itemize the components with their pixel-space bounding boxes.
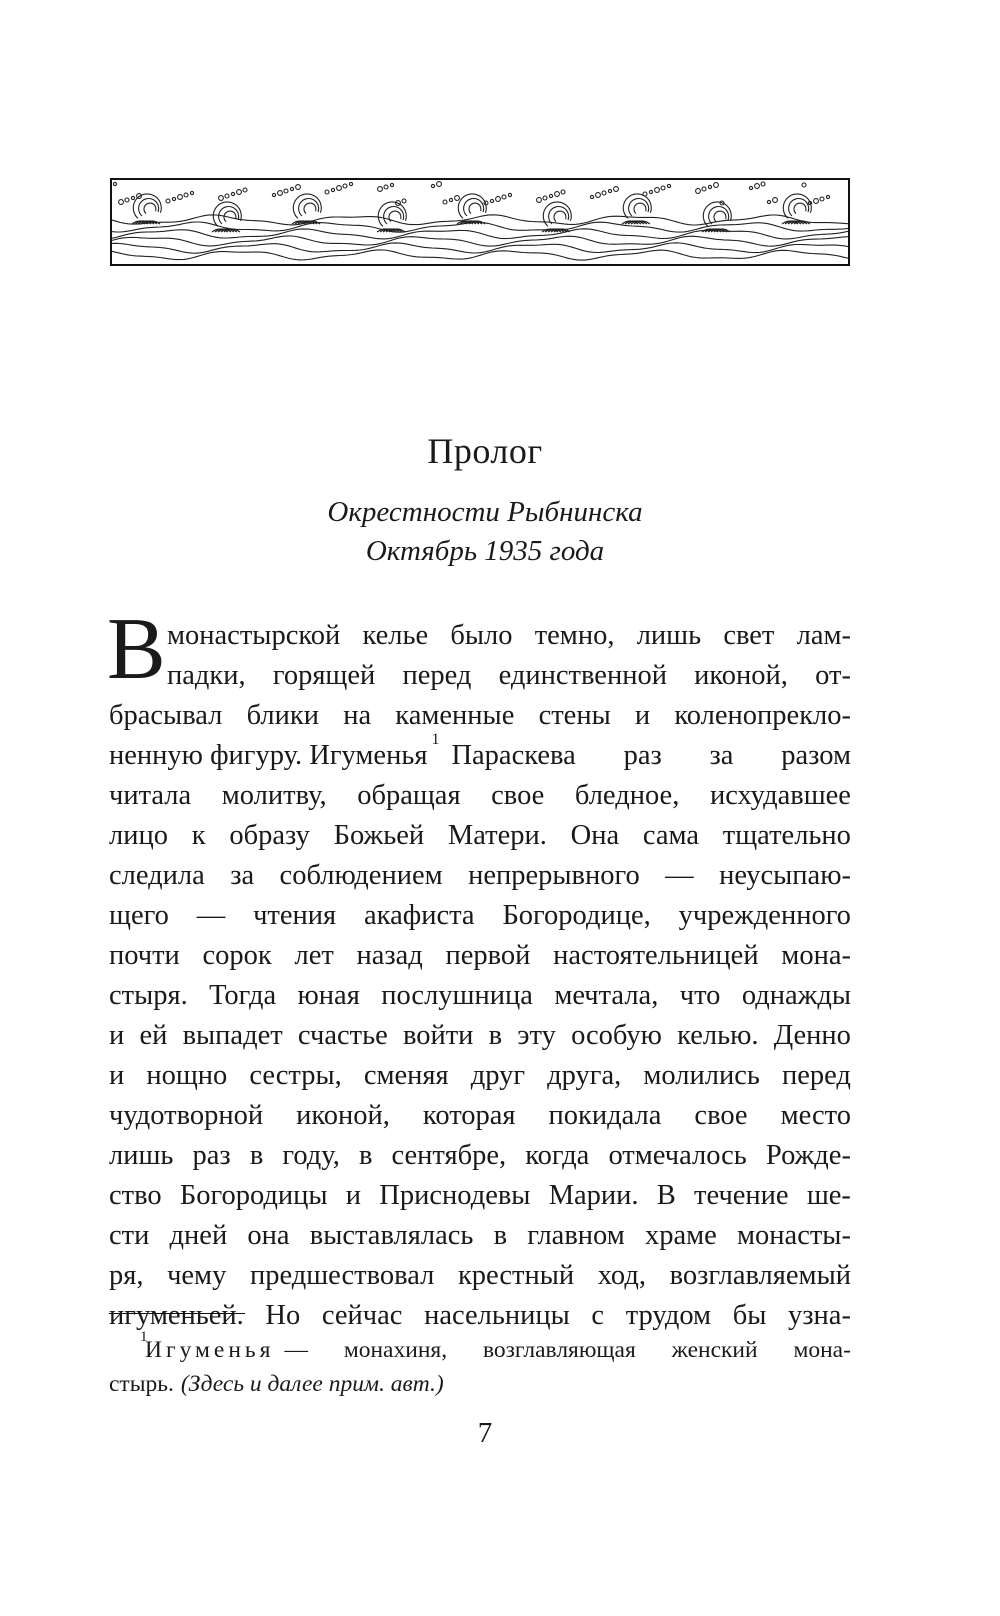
word: которая — [422, 1100, 516, 1131]
word: почти — [109, 940, 180, 971]
spray-dot — [231, 192, 234, 195]
spray-dot — [496, 197, 501, 202]
spray-dot — [455, 196, 460, 201]
text-line — [109, 856, 851, 896]
spray-dot — [437, 182, 442, 187]
word: перед — [402, 660, 472, 691]
word: раз — [623, 740, 662, 771]
footnote-line — [109, 1333, 851, 1367]
wave-crest — [304, 203, 316, 213]
word: к — [191, 820, 206, 851]
spray-dot — [508, 193, 511, 196]
spray-dot — [119, 200, 124, 205]
word: войти — [402, 1020, 474, 1051]
spray-dot — [402, 199, 406, 203]
footnote-divider — [109, 1313, 245, 1314]
chapter-title: Пролог — [427, 431, 543, 471]
spray-dot — [596, 193, 601, 198]
word: тщательно — [722, 820, 851, 851]
text-line — [109, 776, 851, 816]
text-line — [109, 616, 851, 656]
word: коленопрекло- — [674, 700, 851, 731]
word: ей — [139, 1020, 168, 1051]
text-line — [109, 1296, 851, 1336]
spray-dot — [608, 189, 611, 192]
spray-dot — [614, 187, 619, 192]
spray-dot — [820, 197, 824, 201]
word: падки, — [167, 660, 246, 691]
word: бы — [732, 1300, 767, 1331]
word: в — [488, 1020, 503, 1051]
spray-dot — [349, 182, 352, 185]
footnote-term: Игуменья — [145, 1337, 275, 1363]
word: сестры, — [249, 1060, 342, 1091]
word: ря, — [109, 1260, 144, 1291]
word: монастырской — [167, 620, 341, 651]
spray-dot — [325, 190, 329, 194]
text-line — [109, 656, 851, 696]
text-line — [109, 1256, 851, 1296]
word: крестный — [457, 1260, 575, 1291]
word: Матери. — [447, 820, 547, 851]
word: горящей — [272, 660, 376, 691]
word: свое — [491, 780, 545, 811]
spray-dot — [561, 190, 565, 194]
word: стены — [538, 700, 611, 731]
word: Богородице, — [502, 900, 651, 931]
word: в — [493, 1220, 508, 1251]
word: храме — [644, 1220, 717, 1251]
word: женский — [671, 1337, 758, 1363]
word: послушница — [381, 980, 533, 1011]
word: юная — [297, 980, 360, 1011]
wave-crest — [794, 203, 806, 213]
word: Денно — [773, 1020, 851, 1051]
word: возглавляющая — [482, 1337, 636, 1363]
spray-dot — [602, 191, 606, 195]
spray-dot — [449, 198, 452, 201]
wave-crest — [469, 203, 481, 213]
wave-crest — [458, 194, 486, 218]
word: свое — [694, 1100, 748, 1131]
word: счастье — [297, 1020, 388, 1051]
spray-dot — [767, 200, 770, 203]
word: сентябре, — [391, 1140, 507, 1171]
word: с — [591, 1300, 605, 1331]
spray-dot — [343, 184, 347, 188]
word: и — [109, 1060, 125, 1091]
text-line — [109, 936, 851, 976]
text-line — [109, 696, 851, 736]
drop-cap: В — [107, 601, 166, 698]
text-line — [109, 816, 851, 856]
word: место — [780, 1100, 851, 1131]
word: лам- — [796, 620, 851, 651]
word: чтения — [253, 900, 337, 931]
word: однажды — [741, 980, 851, 1011]
spray-dot — [443, 200, 447, 204]
spray-dot — [178, 195, 183, 200]
spray-dot — [555, 192, 560, 197]
word: выпадет — [182, 1020, 283, 1051]
spray-dot — [661, 186, 665, 190]
word: ство — [109, 1180, 162, 1211]
spray-dot — [131, 196, 134, 199]
header-ornament-banner — [110, 178, 850, 266]
word: Тогда — [209, 980, 277, 1011]
spray-dot — [549, 194, 552, 197]
text-line — [109, 1056, 851, 1096]
spray-dot — [543, 196, 547, 200]
spray-dot — [284, 189, 288, 193]
body-text — [109, 616, 851, 1336]
word: Рожде- — [765, 1140, 851, 1171]
word: раз — [192, 1140, 231, 1171]
spray-dot — [590, 195, 593, 198]
word: молились — [643, 1060, 760, 1091]
wave-line — [112, 250, 848, 260]
spray-dot — [755, 184, 760, 189]
spray-dot — [714, 183, 719, 188]
word: монахиня, — [343, 1337, 448, 1363]
spray-dot — [643, 192, 647, 196]
word: назад — [356, 940, 423, 971]
word: мона- — [781, 940, 851, 971]
word: течение — [694, 1180, 789, 1211]
spray-dot — [702, 187, 706, 191]
word: непрерывного — [468, 860, 640, 891]
spray-dot — [190, 191, 193, 194]
spray-dot — [749, 186, 752, 189]
chapter-location: Окрестности Рыбнинска — [327, 496, 643, 528]
word: Божьей — [333, 820, 425, 851]
word: когда — [525, 1140, 590, 1171]
word: келье — [362, 620, 429, 651]
word: нощно — [146, 1060, 228, 1091]
word: на — [343, 700, 372, 731]
word: свет — [723, 620, 775, 651]
word: мечтала, — [554, 980, 659, 1011]
word: Приснодевы — [379, 1180, 531, 1211]
spray-dot — [125, 198, 129, 202]
text-line — [109, 1096, 851, 1136]
spray-dot — [237, 190, 242, 195]
word: — — [196, 900, 226, 931]
word: читала — [109, 780, 192, 811]
word: эту — [517, 1020, 556, 1051]
word: — — [284, 1337, 308, 1363]
spray-dot — [219, 196, 224, 201]
footnote-note: (Здесь и далее прим. авт.) — [180, 1371, 444, 1397]
word: Параскева — [451, 740, 576, 771]
word: исхудавшее — [709, 780, 851, 811]
spray-dot — [272, 193, 275, 196]
word: покидала — [548, 1100, 662, 1131]
word: бледное, — [574, 780, 680, 811]
word: друга, — [547, 1060, 622, 1091]
spray-dot — [826, 195, 829, 198]
word: трудом — [625, 1300, 712, 1331]
word: чему — [167, 1260, 227, 1291]
word: она — [247, 1220, 290, 1251]
text-line — [109, 731, 851, 776]
word: и — [345, 1180, 362, 1211]
word: за — [709, 740, 734, 771]
word: разом — [781, 740, 851, 771]
spray-dot — [337, 186, 342, 191]
text-line — [109, 1216, 851, 1256]
wave-crest — [144, 203, 156, 213]
word: лицо — [109, 820, 168, 851]
spray-dot — [708, 185, 711, 188]
word: лишь — [109, 1140, 174, 1171]
word: неусыпаю- — [719, 860, 851, 891]
footnote-line — [109, 1367, 851, 1401]
word: дней — [169, 1220, 228, 1251]
spray-dot — [802, 183, 806, 187]
spray-dot — [773, 198, 778, 203]
word: сорок — [202, 940, 272, 971]
word: щего — [109, 900, 169, 931]
text-line — [109, 1136, 851, 1176]
spray-dot — [225, 194, 229, 198]
wave-crest — [783, 194, 811, 218]
word: Но — [265, 1300, 301, 1331]
word: первой — [445, 940, 531, 971]
spray-dot — [390, 183, 393, 186]
word: темно, — [534, 620, 615, 651]
word: году, — [282, 1140, 340, 1171]
spray-dot — [278, 191, 283, 196]
word: чудотворной — [109, 1100, 264, 1131]
word: сменяя — [363, 1060, 449, 1091]
spray-dot — [290, 187, 293, 190]
word: насельницы — [424, 1300, 570, 1331]
word: иконой, — [296, 1100, 390, 1131]
spray-dot — [172, 197, 175, 200]
word: обращая — [357, 780, 461, 811]
word: отмечалось — [608, 1140, 747, 1171]
spray-dot — [761, 182, 765, 186]
spray-dot — [502, 195, 506, 199]
word: монасты- — [737, 1220, 851, 1251]
footnote-definition — [284, 1333, 851, 1367]
spray-dot — [243, 188, 247, 192]
word: каменные — [395, 700, 515, 731]
wave-crest — [293, 194, 321, 218]
wave-line — [112, 229, 848, 239]
spray-dot — [490, 199, 493, 202]
line-rest — [431, 731, 851, 776]
word: брасывал — [109, 700, 223, 731]
wave-crest — [634, 203, 646, 213]
spray-dot — [378, 187, 383, 192]
text-line — [109, 976, 851, 1016]
word: Она — [570, 820, 620, 851]
footnote-text: стырь. — [109, 1371, 174, 1397]
word: молитву, — [221, 780, 327, 811]
word: мона- — [793, 1337, 851, 1363]
word: образу — [229, 820, 310, 851]
word: следила — [109, 860, 205, 891]
word: ход, — [597, 1260, 646, 1291]
text-line-part: ненную фигуру. Игуменья — [109, 740, 428, 771]
spray-dot — [184, 193, 188, 197]
word: перед — [781, 1060, 851, 1091]
word: единственной — [498, 660, 667, 691]
word: лет — [294, 940, 334, 971]
word: В — [656, 1180, 676, 1211]
spray-dot — [667, 184, 670, 187]
word: игуменьей. — [109, 1300, 244, 1331]
wave-crest — [623, 194, 651, 218]
spray-dot — [655, 188, 660, 193]
word: Богородицы — [179, 1180, 328, 1211]
word: сти — [109, 1220, 150, 1251]
wave-crest — [703, 202, 731, 226]
word: настоятельницей — [553, 940, 759, 971]
spray-dot — [537, 198, 542, 203]
word: в — [249, 1140, 264, 1171]
word: келью. — [677, 1020, 759, 1051]
word: иконой, — [694, 660, 788, 691]
wave-crest — [714, 211, 726, 221]
word: выставлялась — [309, 1220, 474, 1251]
wave-crest — [554, 211, 566, 221]
text-line-part — [451, 736, 851, 776]
footnote-marker: 1 — [140, 1329, 148, 1345]
text-line — [109, 1016, 851, 1056]
word: лишь — [636, 620, 702, 651]
word: возглавляемый — [669, 1260, 851, 1291]
word: — — [665, 860, 694, 891]
spray-dot — [814, 199, 819, 204]
wave-crest — [213, 202, 241, 226]
spray-dot — [331, 188, 334, 191]
word: узна- — [788, 1300, 851, 1331]
spray-dot — [113, 182, 116, 185]
word: за — [230, 860, 255, 891]
word: стыря. — [109, 980, 188, 1011]
word: что — [679, 980, 721, 1011]
word: блики — [246, 700, 319, 731]
word: соблюдением — [279, 860, 443, 891]
word: и — [634, 700, 651, 731]
word: и — [109, 1020, 125, 1051]
text-line — [109, 1176, 851, 1216]
word: акафиста — [364, 900, 475, 931]
word: сама — [642, 820, 700, 851]
spray-dot — [384, 185, 388, 189]
word: друг — [470, 1060, 526, 1091]
word: Марии. — [548, 1180, 639, 1211]
word: было — [450, 620, 513, 651]
chapter-date: Октябрь 1935 года — [365, 535, 605, 567]
word: учрежденного — [678, 900, 851, 931]
spray-dot — [296, 185, 301, 190]
word: ше- — [806, 1180, 851, 1211]
word: сейчас — [321, 1300, 403, 1331]
word: предшествовал — [249, 1260, 435, 1291]
footnote — [109, 1333, 851, 1401]
wave-line — [112, 215, 848, 225]
word: от- — [815, 660, 851, 691]
word: главном — [527, 1220, 625, 1251]
page-number: 7 — [477, 1417, 493, 1449]
waves-ornament-icon — [112, 180, 848, 264]
text-line — [109, 896, 851, 936]
spray-dot — [431, 184, 434, 187]
word: в — [358, 1140, 373, 1171]
spray-dot — [166, 199, 170, 203]
word: особую — [571, 1020, 662, 1051]
spray-dot — [696, 189, 701, 194]
spray-dot — [649, 190, 652, 193]
footnote-reference: 1 — [431, 731, 440, 748]
